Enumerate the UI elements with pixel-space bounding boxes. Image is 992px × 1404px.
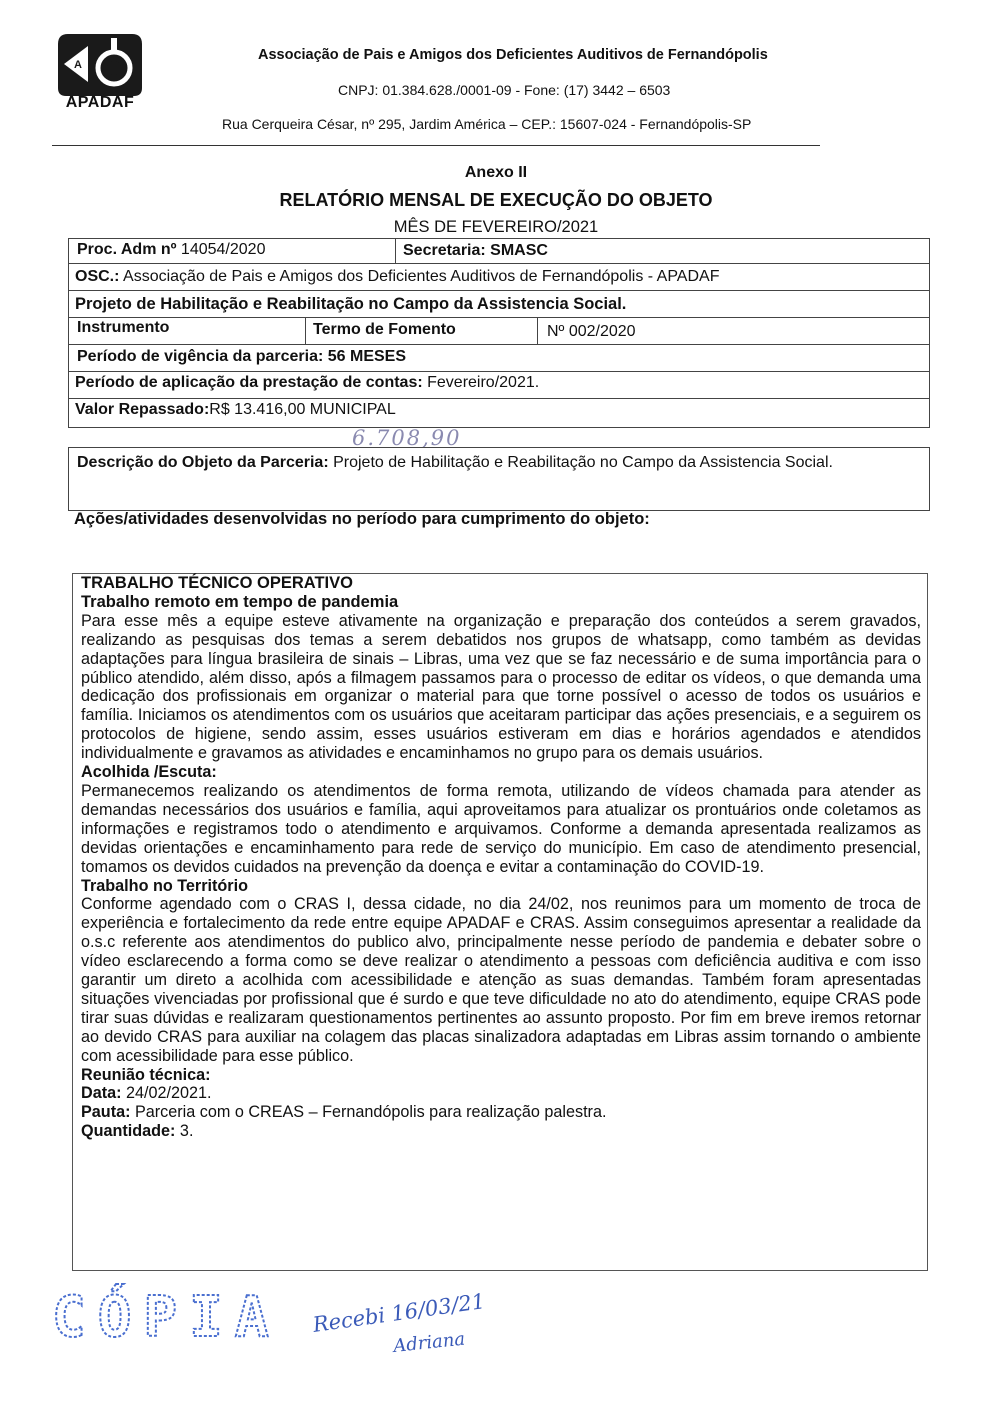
acolhida-text: Permanecemos realizando os atendimentos de forma remota, utilizando de vídeos chamada para atender as demandas necessários dos usuários e família, aqui aproveitamos para atualizar os prontuários onde coletamos as informações e registramos todo o atendimento e arquivamos. Conforme a demanda apresentada realizamos as devidas orientações e encaminhamento para rede de serviço do município. Em caso de atendimento presencial, tomamos os devidos cuidados na prevenção da doença e evitar a contaminação do COVID-19.: [81, 781, 921, 876]
svg-text:Recebi 16/03/21: Recebi 16/03/21: [312, 1292, 487, 1337]
valor-label: Valor Repassado:: [75, 401, 210, 418]
proc-value: 14054/2020: [176, 241, 266, 258]
annex-title: Anexo II: [464, 164, 528, 181]
projeto-cell: Projeto de Habilitação e Reabilitação no Campo da Assistencia Social.: [75, 295, 627, 313]
pauta-value: Parceria com o CREAS – Fernandópolis para realização palestra.: [130, 1103, 607, 1122]
acoes-heading: Ações/atividades desenvolvidas no período para cumprimento do objeto:: [74, 510, 650, 528]
vigencia-cell: Período de vigência da parceria: 56 MESES: [77, 348, 407, 365]
row-divider: [69, 263, 929, 264]
territorio-text: Conforme agendado com o CRAS I, dessa cidade, no dia 24/02, nos reunimos para um momento de troca de experiência e fortalecimento da rede entre equipe APADAF e CRAS. Assim conseguimos apresentar a realidade da o.s.c referente aos atendimentos do publico alvo, principalmente nesse período de pandemia e debater sobre o vídeo esclarecendo a forma como se deve realizar o atendimento a pessoas com deficiência auditiva e com isso garantir um direto a acolhida com acessibilidade e atenção as suas demandas. Também foram apresentadas situações vivenciadas por profissional que é surdo e que teve dificuldade no ato do atendimento, equipe CRAS pode tirar suas dúvidas e realizaram questionamentos pertinentes ao assunto proposto. Por fim em breve iremos retornar ao devido CRAS para auxiliar na colagem das placas sinalizadora adaptadas em Libras assim tornando o ambiente com acessibilidade para esse público.: [81, 895, 921, 1065]
row-divider: [69, 371, 929, 372]
row-divider: [69, 317, 929, 318]
col-divider: [537, 317, 538, 344]
aplicacao-value: Fevereiro/2021.: [422, 374, 540, 391]
row-divider: [69, 290, 929, 291]
secretaria-cell: Secretaria: SMASC: [403, 242, 548, 259]
section-title: TRABALHO TÉCNICO OPERATIVO: [81, 574, 353, 592]
acolhida-title: Acolhida /Escuta:: [81, 763, 217, 782]
proc-adm-cell: [77, 241, 265, 259]
valor-value: R$ 13.416,00 MUNICIPAL: [209, 401, 396, 418]
descricao-label: Descrição do Objeto da Parceria:: [77, 454, 329, 471]
remoto-text: Para esse mês a equipe esteve ativamente na organização e preparação dos conteúdos a serem gravados, realizando as pesquisas dos temas a serem debatidos nos grupos de whatsapp, como também as devidas adaptações para língua brasileira de sinais – Libras, uma vez que se faz necessário e de suma importância para o público atendido, além disso, após a filmagem passamos para o processo de editar os vídeos, o que demanda uma dedicação dos profissionais em organizar o material para que torne possível o acesso de todos os usuários e família. Iniciamos os atendimentos com os usuários que aceitaram participar das ações presenciais, e a seguirem os protocolos de higiene, sendo assim, esses usuários estiveram em dias e horários agendados e atendidos individualmente e gravamos as atividades e encaminhamos no grupo para os demais usuários.: [81, 611, 921, 763]
info-table: [68, 238, 930, 428]
received-handwritten-note: [312, 1292, 512, 1362]
row-divider: [69, 398, 929, 399]
col-divider: [305, 317, 306, 344]
activities-box: [72, 573, 928, 1271]
territorio-title: Trabalho no Território: [81, 876, 248, 895]
remoto-title: Trabalho remoto em tempo de pandemia: [81, 592, 399, 611]
organization-name: Associação de Pais e Amigos dos Deficientes Auditivos de Fernandópolis: [258, 47, 768, 63]
svg-text:Adriana: Adriana: [392, 1328, 467, 1357]
data-value: 24/02/2021.: [121, 1084, 212, 1103]
svg-text:A: A: [74, 59, 82, 71]
copia-stamp: [50, 1280, 270, 1346]
quantidade-label: Quantidade:: [81, 1122, 176, 1141]
svg-text:CÓPIA: CÓPIA: [52, 1285, 270, 1346]
aplicacao-cell: [75, 374, 539, 392]
quantidade-value: 3.: [175, 1122, 194, 1141]
valor-cell: [75, 401, 396, 419]
handwritten-amount: 6.708,90: [352, 426, 462, 450]
descricao-box: [68, 447, 930, 511]
quantidade-line: [81, 1122, 921, 1141]
instrumento-value: Termo de Fomento: [313, 321, 456, 338]
aplicacao-label: Período de aplicação da prestação de contas:: [75, 374, 423, 391]
row-divider: [69, 344, 929, 345]
logo-text: APADAF: [65, 94, 135, 111]
data-label: Data:: [81, 1084, 122, 1103]
reuniao-title: Reunião técnica:: [81, 1065, 211, 1084]
osc-label: OSC.:: [75, 268, 120, 285]
report-title: RELATÓRIO MENSAL DE EXECUÇÃO DO OBJETO: [279, 190, 713, 210]
osc-value: Associação de Pais e Amigos dos Deficientes Auditivos de Fernandópolis - APADAF: [119, 268, 720, 285]
instrumento-label: Instrumento: [77, 319, 170, 336]
col-divider: [395, 239, 396, 263]
proc-label: Proc. Adm nº: [77, 241, 177, 258]
pauta-label: Pauta:: [81, 1103, 131, 1122]
header-divider: [52, 145, 820, 146]
data-line: [81, 1084, 921, 1103]
apadaf-logo: [54, 30, 146, 114]
instrumento-numero: Nº 002/2020: [547, 323, 636, 340]
cnpj-phone: CNPJ: 01.384.628./0001-09 - Fone: (17) 3442 – 6503: [338, 82, 671, 98]
address: Rua Cerqueira César, nº 295, Jardim América – CEP.: 15607-024 - Fernandópolis-SP: [222, 116, 752, 132]
descricao-value: Projeto de Habilitação e Reabilitação no Campo da Assistencia Social.: [328, 454, 833, 471]
pauta-line: [81, 1103, 921, 1122]
osc-cell: [75, 268, 719, 286]
report-month: MÊS DE FEVEREIRO/2021: [393, 218, 599, 236]
